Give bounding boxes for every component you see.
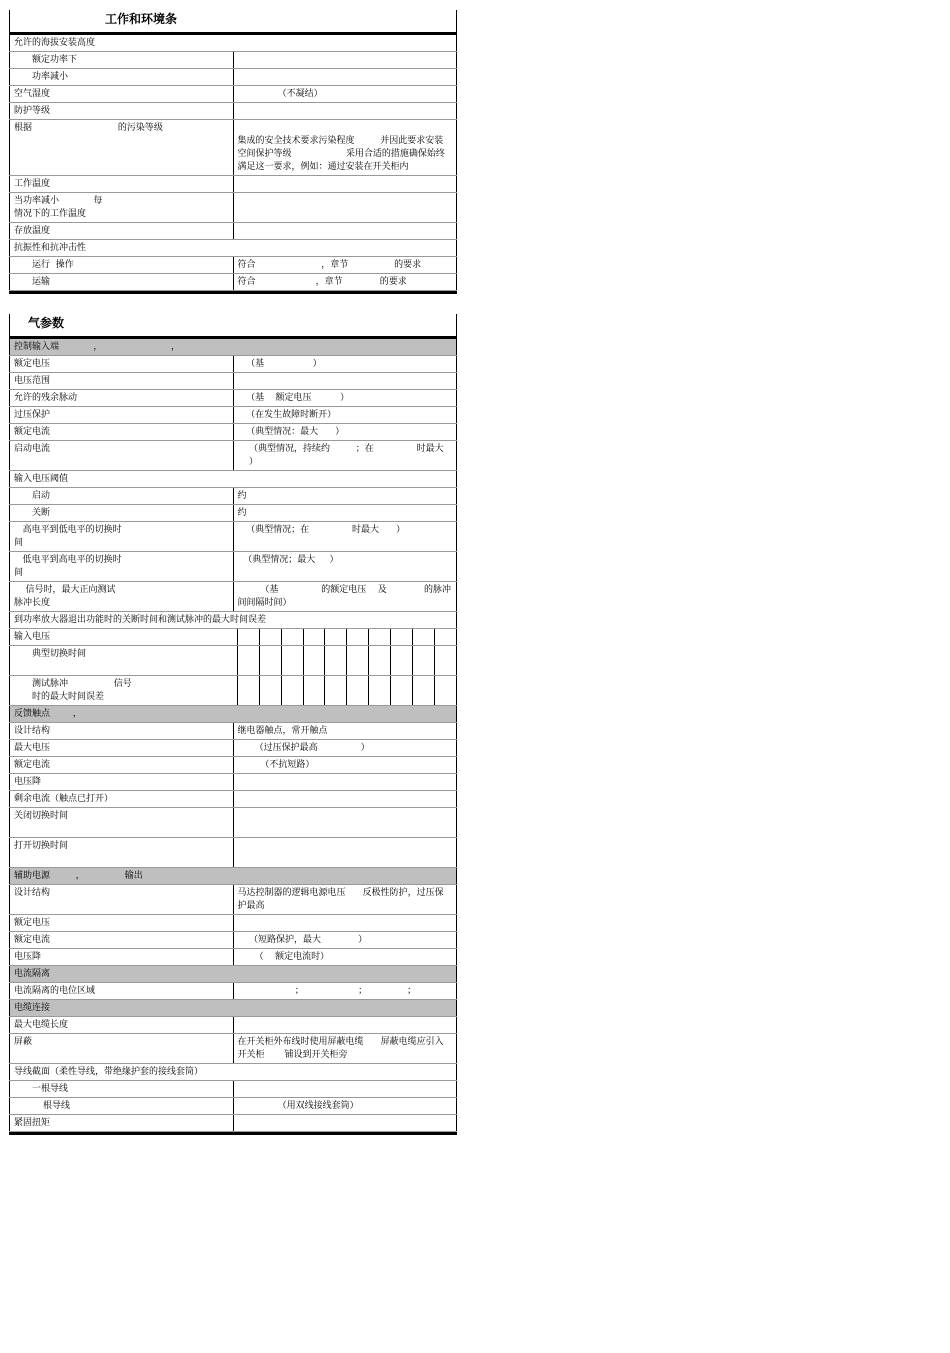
matrix-cell bbox=[435, 676, 457, 706]
matrix-cell bbox=[325, 676, 347, 706]
matrix-cell bbox=[237, 646, 259, 676]
table-row bbox=[10, 471, 457, 488]
matrix-cell bbox=[435, 646, 457, 676]
row-value: （基 的额定电压 及 的脉冲 间间隔时间） bbox=[233, 582, 457, 612]
table-row bbox=[10, 274, 457, 291]
row-value: 马达控制器的逻辑电源电压 反极性防护，过压保 护最高 bbox=[233, 885, 457, 915]
row-label: 允许的海拔安装高度 bbox=[10, 35, 457, 52]
matrix-cell bbox=[325, 629, 347, 646]
table-row bbox=[10, 582, 457, 612]
feedback-supply-table bbox=[9, 706, 457, 1132]
row-label: 电压降 bbox=[10, 774, 234, 791]
row-value: （用双线接线套筒） bbox=[233, 1098, 457, 1115]
matrix-cell bbox=[391, 646, 413, 676]
row-label: 允许的残余脉动 bbox=[10, 390, 234, 407]
table-row bbox=[10, 407, 457, 424]
row-label: 启动电流 bbox=[10, 441, 234, 471]
table-row bbox=[10, 552, 457, 582]
table-row bbox=[10, 488, 457, 505]
row-label: 防护等级 bbox=[10, 103, 234, 120]
matrix-cell bbox=[281, 646, 303, 676]
table-row bbox=[10, 339, 457, 356]
matrix-cell bbox=[413, 629, 435, 646]
table-row bbox=[10, 373, 457, 390]
matrix-cell bbox=[369, 646, 391, 676]
table-row bbox=[10, 932, 457, 949]
row-value: （不抗短路） bbox=[233, 757, 457, 774]
row-value: （典型情况；最大 ） bbox=[233, 552, 457, 582]
matrix-cell bbox=[369, 676, 391, 706]
row-value: ； ； ； bbox=[233, 983, 457, 1000]
row-value bbox=[233, 223, 457, 240]
row-label: 运输 bbox=[10, 274, 234, 291]
row-label: 输入电压阈值 bbox=[10, 471, 457, 488]
row-value: （在发生故障时断开） bbox=[233, 407, 457, 424]
section-operating-conditions bbox=[9, 10, 457, 294]
matrix-cell bbox=[347, 629, 369, 646]
table-row bbox=[10, 1000, 457, 1017]
table-row bbox=[10, 629, 457, 646]
matrix-cell bbox=[259, 646, 281, 676]
section-title bbox=[9, 314, 457, 336]
matrix-cell bbox=[391, 629, 413, 646]
table-row bbox=[10, 35, 457, 52]
row-label: 辅助电源 ， 输出 bbox=[10, 868, 457, 885]
matrix-cell bbox=[325, 646, 347, 676]
matrix-cell bbox=[303, 646, 325, 676]
row-value bbox=[233, 1081, 457, 1098]
row-value bbox=[233, 915, 457, 932]
section-title-text: 工作和环境条 bbox=[105, 12, 178, 26]
row-label: 测试脉冲 信号 时的最大时间误差 bbox=[10, 676, 238, 706]
row-label: 电缆连接 bbox=[10, 1000, 457, 1017]
row-value bbox=[233, 1115, 457, 1132]
table-row bbox=[10, 356, 457, 373]
table-row bbox=[10, 424, 457, 441]
row-label: 额定电流 bbox=[10, 424, 234, 441]
row-value bbox=[233, 791, 457, 808]
table-row bbox=[10, 176, 457, 193]
row-value bbox=[233, 373, 457, 390]
row-label: 输入电压 bbox=[10, 629, 238, 646]
control-input-table bbox=[9, 339, 457, 629]
row-value: 约 bbox=[233, 505, 457, 522]
row-value: 符合 ，章节 的要求 bbox=[233, 274, 457, 291]
row-label: 电流隔离的电位区域 bbox=[10, 983, 234, 1000]
row-value bbox=[233, 69, 457, 86]
matrix-cell bbox=[259, 676, 281, 706]
row-label: 设计结构 bbox=[10, 723, 234, 740]
row-label: 额定电流 bbox=[10, 932, 234, 949]
matrix-cell bbox=[237, 629, 259, 646]
row-label: 根导线 bbox=[10, 1098, 234, 1115]
row-label: 关断 bbox=[10, 505, 234, 522]
table-row bbox=[10, 86, 457, 103]
row-value: （基 ） bbox=[233, 356, 457, 373]
table-row bbox=[10, 441, 457, 471]
row-value: （典型情况：最大 ） bbox=[233, 424, 457, 441]
table-row bbox=[10, 757, 457, 774]
section-title-text: 气参数 bbox=[28, 316, 65, 330]
row-label: 反馈触点 ， bbox=[10, 706, 457, 723]
table-row bbox=[10, 120, 457, 176]
row-label: 最大电压 bbox=[10, 740, 234, 757]
section-electrical-parameters bbox=[9, 314, 457, 1135]
row-label: 最大电缆长度 bbox=[10, 1017, 234, 1034]
section-title bbox=[9, 10, 457, 32]
row-label: 低电平到高电平的切换时 间 bbox=[10, 552, 234, 582]
table-row bbox=[10, 1115, 457, 1132]
row-label: 当功率减小 每 情况下的工作温度 bbox=[10, 193, 234, 223]
row-label: 启动 bbox=[10, 488, 234, 505]
row-label: 额定电流 bbox=[10, 757, 234, 774]
table-row bbox=[10, 983, 457, 1000]
row-value bbox=[233, 176, 457, 193]
matrix-cell bbox=[369, 629, 391, 646]
row-label: 功率减小 bbox=[10, 69, 234, 86]
row-value: （基 额定电压 ） bbox=[233, 390, 457, 407]
table-row bbox=[10, 915, 457, 932]
table-row bbox=[10, 69, 457, 86]
table-row bbox=[10, 885, 457, 915]
table-row bbox=[10, 1081, 457, 1098]
row-value: （典型情况；在 时最大 ） bbox=[233, 522, 457, 552]
row-label: 电压范围 bbox=[10, 373, 234, 390]
row-label: 过压保护 bbox=[10, 407, 234, 424]
table-row bbox=[10, 949, 457, 966]
row-value: 符合 ，章节 的要求 bbox=[233, 257, 457, 274]
table-row bbox=[10, 390, 457, 407]
row-value: 约 bbox=[233, 488, 457, 505]
table-row bbox=[10, 103, 457, 120]
row-label: 工作温度 bbox=[10, 176, 234, 193]
row-label: 电流隔离 bbox=[10, 966, 457, 983]
table-row bbox=[10, 868, 457, 885]
conditions-table bbox=[9, 35, 457, 291]
row-value: （过压保护最高 ） bbox=[233, 740, 457, 757]
row-label: 信号时，最大正向测试 脉冲长度 bbox=[10, 582, 234, 612]
timing-matrix-table bbox=[9, 629, 457, 706]
table-row bbox=[10, 240, 457, 257]
divider bbox=[9, 291, 457, 294]
table-row bbox=[10, 52, 457, 69]
row-label: 关闭切换时间 bbox=[10, 808, 234, 838]
matrix-cell bbox=[347, 646, 369, 676]
row-value bbox=[233, 838, 457, 868]
row-label: 剩余电流（触点已打开） bbox=[10, 791, 234, 808]
row-label: 屏蔽 bbox=[10, 1034, 234, 1064]
table-row bbox=[10, 505, 457, 522]
divider bbox=[9, 1132, 457, 1135]
row-value: 集成的安全技术要求污染程度 并因此要求安装 空间保护等级 采用合适的措施确保始终 满足这一要求，例如：通过安装在开关柜内 bbox=[233, 120, 457, 176]
row-value bbox=[233, 808, 457, 838]
matrix-cell bbox=[237, 676, 259, 706]
row-label: 抗振性和抗冲击性 bbox=[10, 240, 457, 257]
row-label: 额定功率下 bbox=[10, 52, 234, 69]
row-label: 设计结构 bbox=[10, 885, 234, 915]
table-row bbox=[10, 676, 457, 706]
row-value bbox=[233, 774, 457, 791]
row-value bbox=[233, 103, 457, 120]
row-value bbox=[233, 52, 457, 69]
row-value: （典型情况，持续约 ；在 时最大 ） bbox=[233, 441, 457, 471]
matrix-cell bbox=[391, 676, 413, 706]
row-label: 空气湿度 bbox=[10, 86, 234, 103]
row-label: 高电平到低电平的切换时 间 bbox=[10, 522, 234, 552]
row-label: 根据 的污染等级 bbox=[10, 120, 234, 176]
row-value: 在开关柜外布线时使用屏蔽电缆 屏蔽电缆应引入 开关柜 铺设到开关柜旁 bbox=[233, 1034, 457, 1064]
table-row bbox=[10, 706, 457, 723]
matrix-cell bbox=[281, 629, 303, 646]
row-value bbox=[233, 1017, 457, 1034]
row-label: 打开切换时间 bbox=[10, 838, 234, 868]
row-label: 紧固扭矩 bbox=[10, 1115, 234, 1132]
table-row bbox=[10, 774, 457, 791]
table-row bbox=[10, 740, 457, 757]
matrix-cell bbox=[413, 676, 435, 706]
matrix-cell bbox=[259, 629, 281, 646]
table-row bbox=[10, 522, 457, 552]
row-value: （不凝结） bbox=[233, 86, 457, 103]
row-value: 继电器触点，常开触点 bbox=[233, 723, 457, 740]
table-row bbox=[10, 257, 457, 274]
row-value: （ 额定电流时） bbox=[233, 949, 457, 966]
row-label: 运行 操作 bbox=[10, 257, 234, 274]
table-row bbox=[10, 223, 457, 240]
row-label: 存放温度 bbox=[10, 223, 234, 240]
row-label: 额定电压 bbox=[10, 915, 234, 932]
table-row bbox=[10, 808, 457, 838]
matrix-cell bbox=[303, 676, 325, 706]
matrix-cell bbox=[303, 629, 325, 646]
row-label: 典型切换时间 bbox=[10, 646, 238, 676]
table-row bbox=[10, 612, 457, 629]
matrix-cell bbox=[413, 646, 435, 676]
matrix-cell bbox=[435, 629, 457, 646]
row-label: 一根导线 bbox=[10, 1081, 234, 1098]
table-row bbox=[10, 966, 457, 983]
table-row bbox=[10, 838, 457, 868]
table-row bbox=[10, 1034, 457, 1064]
row-label: 额定电压 bbox=[10, 356, 234, 373]
table-row bbox=[10, 1017, 457, 1034]
row-value bbox=[233, 193, 457, 223]
table-row bbox=[10, 193, 457, 223]
row-value: （短路保护，最大 ） bbox=[233, 932, 457, 949]
table-row bbox=[10, 723, 457, 740]
row-label: 导线截面（柔性导线，带绝缘护套的接线套筒） bbox=[10, 1064, 457, 1081]
table-row bbox=[10, 1098, 457, 1115]
matrix-cell bbox=[281, 676, 303, 706]
row-label: 控制输入端 ， ， bbox=[10, 339, 457, 356]
matrix-cell bbox=[347, 676, 369, 706]
row-label: 到功率放大器退出功能时的关断时间和测试脉冲的最大时间误差 bbox=[10, 612, 457, 629]
table-row bbox=[10, 1064, 457, 1081]
table-row bbox=[10, 791, 457, 808]
row-label: 电压降 bbox=[10, 949, 234, 966]
table-row bbox=[10, 646, 457, 676]
